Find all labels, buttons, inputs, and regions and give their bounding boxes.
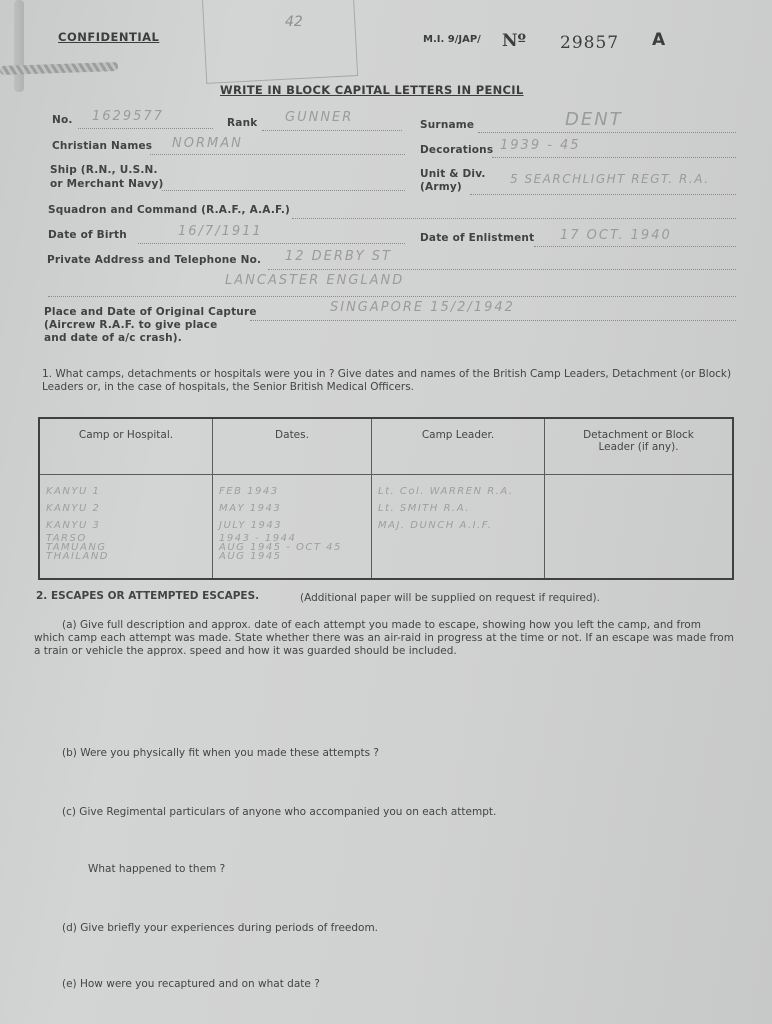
capture-label-line1: Place and Date of Original Capture	[44, 306, 257, 318]
table-row	[39, 475, 733, 580]
unit-value: 5 SEARCHLIGHT REGT. R.A.	[510, 172, 710, 186]
squadron-label: Squadron and Command (R.A.F., A.A.F.)	[48, 204, 291, 216]
instruction-heading: WRITE IN BLOCK CAPITAL LETTERS IN PENCIL	[220, 83, 524, 97]
header-dates: Dates.	[213, 418, 372, 475]
surname-value: DENT	[565, 109, 623, 130]
form-number: 29857	[560, 33, 620, 53]
ship-label-line2: or Merchant Navy)	[50, 178, 164, 190]
question-2c: (c) Give Regimental particulars of anyone who accompanied you on each attempt.	[62, 806, 497, 818]
christian-names-value: NORMAN	[172, 136, 243, 151]
rank-label: Rank	[227, 117, 258, 129]
tie-string-loop	[14, 0, 24, 92]
question-2b: (b) Were you physically fit when you made these attempts ?	[62, 747, 379, 759]
address-label: Private Address and Telephone No.	[47, 254, 262, 266]
address-line1: 12 DERBY ST	[285, 249, 392, 264]
decorations-label: Decorations	[420, 144, 494, 156]
leader-cell: Lt. Col. WARREN R.A. Lt. SMITH R.A. MAJ. DUNCH A.I.F.	[372, 475, 545, 580]
capture-label-line2: (Aircrew R.A.F. to give place	[44, 319, 218, 331]
rubber-stamp	[202, 0, 358, 84]
header-detachment: Detachment or Block Leader (if any).	[545, 418, 734, 475]
service-number-value: 1629577	[92, 109, 164, 124]
surname-label: Surname	[420, 119, 475, 131]
christian-names-label: Christian Names	[52, 140, 153, 152]
address-line2: LANCASTER ENGLAND	[225, 273, 405, 288]
enlistment-value: 17 OCT. 1940	[560, 228, 672, 243]
capture-label-line3: and date of a/c crash).	[44, 332, 182, 344]
dates-cell: FEB 1943 MAY 1943 JULY 1943 1943 - 1944 AUG 1945 - OCT 45 AUG 1945	[213, 475, 372, 580]
question-1: 1. What camps, detachments or hospitals were you in ? Give dates and names of the British Camp Leaders, Detachment (or Block) Leaders or, in the case of hospitals, the Senior British Medical Officers.	[42, 368, 732, 393]
header-camp-leader: Camp Leader.	[372, 418, 545, 475]
question-2a: (a) Give full description and approx. date of each attempt you made to escape, showing how you left the camp, and from which camp each attempt was made. State whether there was an air-raid in progress at the time or not. If an escape was made from a train or vehicle the approx. speed and how it was guarded should be included.	[34, 619, 734, 657]
no-label: No.	[52, 114, 73, 126]
question-2d: (d) Give briefly your experiences during periods of freedom.	[62, 922, 379, 934]
camps-table	[38, 417, 734, 580]
camp-cell: KANYU 1 KANYU 2 KANYU 3 TARSO TAMUANG THAILAND	[39, 475, 213, 580]
ship-label-line1: Ship (R.N., U.S.N.	[50, 164, 158, 176]
header-camp: Camp or Hospital.	[39, 418, 213, 475]
question-2e: (e) How were you recaptured and on what date ?	[62, 978, 320, 990]
question-2-title: 2. ESCAPES OR ATTEMPTED ESCAPES.	[36, 590, 260, 602]
capture-value: SINGAPORE 15/2/1942	[330, 300, 515, 315]
rank-value: GUNNER	[285, 110, 354, 125]
enlistment-label: Date of Enlistment	[420, 232, 535, 244]
unit-label-line1: Unit & Div.	[420, 168, 486, 180]
dob-value: 16/7/1911	[178, 224, 263, 239]
confidential-label: CONFIDENTIAL	[58, 30, 160, 44]
number-label: Nº	[502, 31, 527, 51]
question-2-note: (Additional paper will be supplied on request if required).	[300, 592, 600, 604]
form-id: M.I. 9/JAP/	[423, 34, 481, 45]
stamp-handwriting: 42	[285, 14, 303, 30]
question-2c-followup: What happened to them ?	[88, 863, 226, 875]
decorations-value: 1939 - 45	[500, 138, 581, 153]
unit-label-line2: (Army)	[420, 181, 462, 193]
dob-label: Date of Birth	[48, 229, 127, 241]
form-suffix: A	[652, 30, 666, 50]
detachment-cell	[545, 475, 734, 580]
